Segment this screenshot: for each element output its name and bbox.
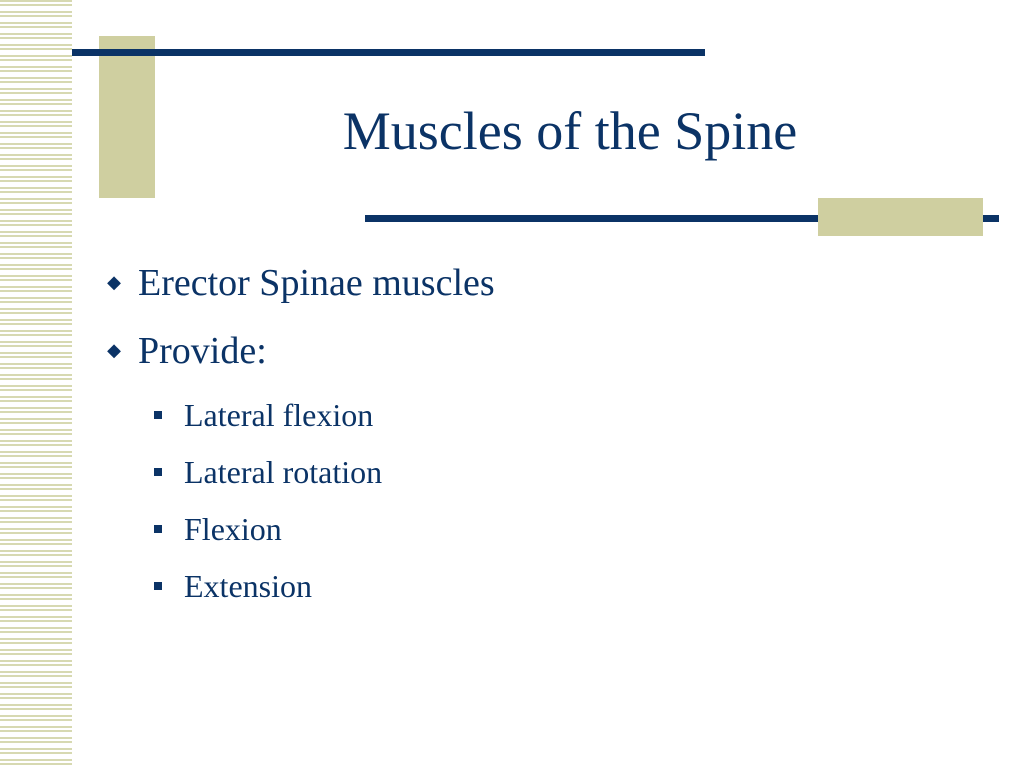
bullet-item <box>104 258 984 326</box>
sub-bullet-text: Flexion <box>184 511 282 547</box>
sub-bullet-item <box>150 451 984 508</box>
decorative-stripe-band <box>0 0 72 768</box>
sub-bullet-text: Lateral flexion <box>184 397 374 433</box>
sub-bullet-item <box>150 508 984 565</box>
sub-bullet-list <box>150 394 984 622</box>
diamond-bullet-icon: ◆ <box>107 272 121 292</box>
square-bullet-icon <box>154 525 162 533</box>
square-bullet-icon <box>154 582 162 590</box>
square-bullet-icon <box>154 411 162 419</box>
sub-bullet-item <box>150 565 984 622</box>
sub-bullet-item <box>150 394 984 451</box>
slide-content <box>104 258 984 622</box>
square-bullet-icon <box>154 468 162 476</box>
decorative-tan-block-top <box>99 36 155 198</box>
decorative-tan-block-bottom <box>818 198 983 236</box>
bullet-item <box>104 326 984 394</box>
bullet-text: Provide: <box>138 330 267 372</box>
sub-bullet-text: Lateral rotation <box>184 454 383 490</box>
bullet-text: Erector Spinae muscles <box>138 262 495 304</box>
diamond-bullet-icon: ◆ <box>107 340 121 360</box>
sub-bullet-text: Extension <box>184 568 312 604</box>
slide-title: Muscles of the Spine <box>342 101 798 161</box>
title-rule-top <box>72 49 705 56</box>
